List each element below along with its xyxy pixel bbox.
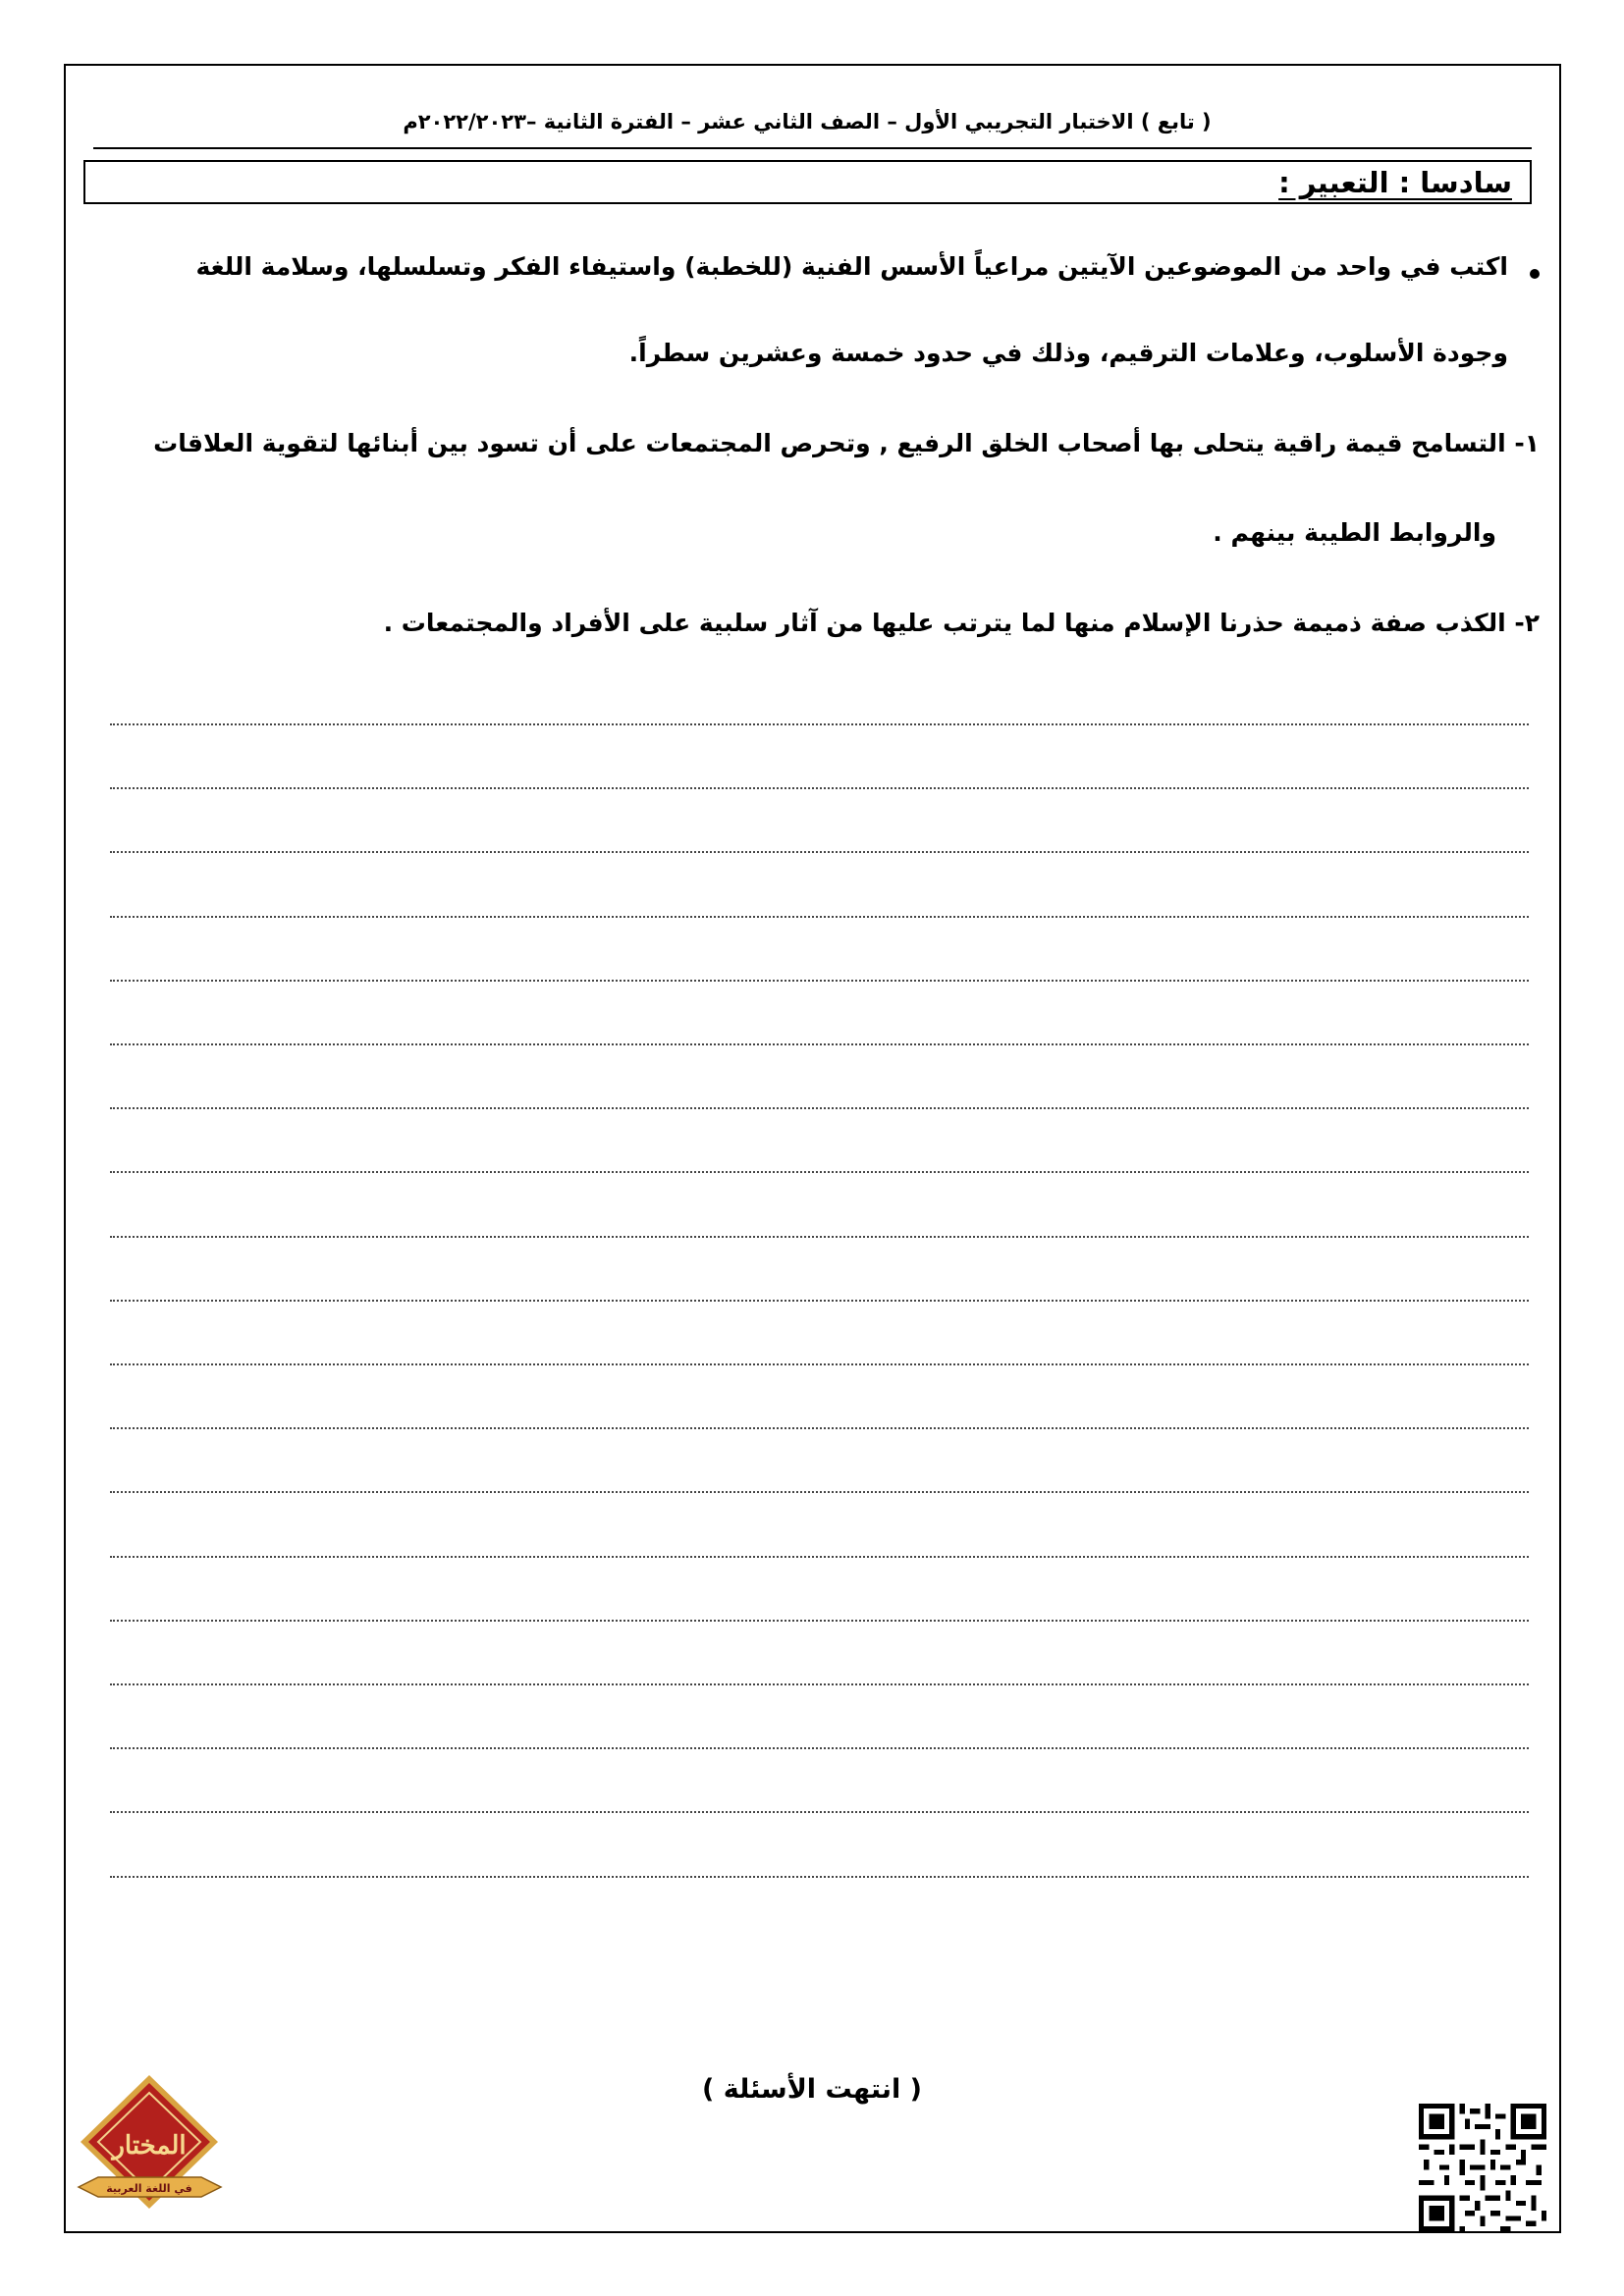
answer-line: [110, 1876, 1529, 1878]
topic-1-line-2: والروابط الطيبة بينهم .: [1213, 518, 1496, 547]
end-note: ( انتهت الأسئلة ): [701, 2074, 923, 2105]
almukhtar-logo-icon: [69, 2071, 231, 2218]
logo-title: المختار: [112, 2131, 187, 2161]
answer-line: [110, 1107, 1529, 1109]
answer-line: [110, 916, 1529, 918]
answer-line: [110, 1683, 1529, 1685]
section-title: سادسا : التعبير :: [1278, 166, 1512, 199]
answer-line: [110, 1556, 1529, 1558]
page-frame: [64, 64, 1561, 2233]
exam-header: ( تابع ) الاختبار التجريبي الأول – الصف الثاني عشر – الفترة الثانية –٢٠٢٢/٢٠٢٣م: [403, 110, 1212, 133]
answer-line: [110, 1491, 1529, 1493]
instruction-line-1: اكتب في واحد من الموضوعين الآيتين مراعياً الأسس الفنية (للخطبة) واستيفاء الفكر وتسلسلها، وسلامة اللغة: [195, 252, 1508, 281]
answer-line: [110, 787, 1529, 789]
topic-2-line-1: ٢- الكذب صفة ذميمة حذرنا الإسلام منها لما يترتب عليها من آثار سلبية على الأفراد والمجتمعات .: [383, 609, 1540, 637]
qr-code-icon: [1419, 2104, 1546, 2231]
answer-line: [110, 1427, 1529, 1429]
answer-line: [110, 980, 1529, 982]
topic-1-line-1: ١- التسامح قيمة راقية يتحلى بها أصحاب الخلق الرفيع , وتحرص المجتمعات على أن تسود بين أبنائها لتقوية العلاقات: [153, 429, 1540, 457]
answer-line: [110, 1811, 1529, 1813]
answer-line: [110, 1747, 1529, 1749]
logo-subtitle: في اللغة العربية: [106, 2182, 192, 2195]
header-rule: [93, 147, 1532, 149]
bullet-icon: [1530, 269, 1540, 279]
answer-line: [110, 851, 1529, 853]
answer-line: [110, 1363, 1529, 1365]
answer-line: [110, 723, 1529, 725]
instruction-line-2: وجودة الأسلوب، وعلامات الترقيم، وذلك في حدود خمسة وعشرين سطراً.: [628, 339, 1508, 367]
answer-line: [110, 1236, 1529, 1238]
answer-line: [110, 1620, 1529, 1622]
answer-line: [110, 1300, 1529, 1302]
answer-line: [110, 1171, 1529, 1173]
section-title-box: [83, 160, 1532, 204]
answer-line: [110, 1043, 1529, 1045]
